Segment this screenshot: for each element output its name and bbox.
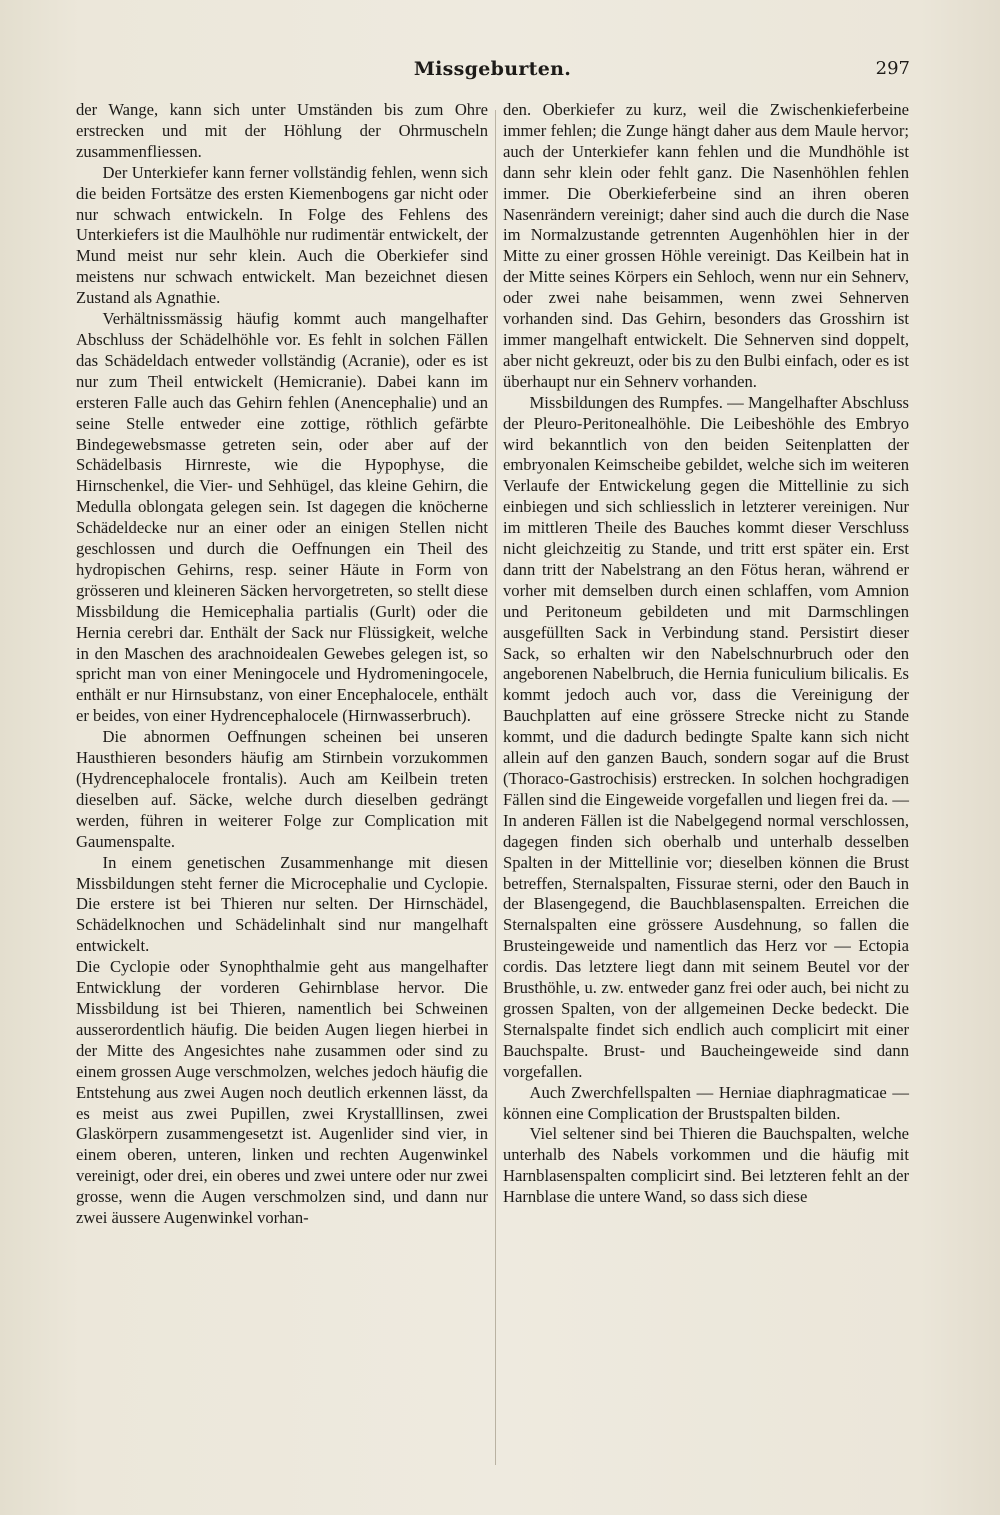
paragraph: Auch Zwerchfellspalten — Herniae diaphragmaticae — können eine Complication der Brustspalten bilden. <box>503 1082 909 1123</box>
running-title: Missgeburten. <box>413 58 572 80</box>
paragraph: Verhältnissmässig häufig kommt auch mangelhafter Abschluss der Schädelhöhle vor. Es fehlt in solchen Fällen das Schädeldach entweder vollständig (Acranie), oder es ist nur zum Theil entwickelt (Hemicranie). Dabei kann im ersteren Falle auch das Gehirn fehlen (Anencephalie) und an seine Stelle entweder eine zottige, röthlich gefärbte Bindegewebsmasse getreten sein, oder aber auf der Schädelbasis Hirnreste, wie die Hypophyse, die Hirnschenkel, die Vier- und Sehhügel, das kleine Gehirn, die Medulla oblongata gelegen sein. Ist dagegen die knöcherne Schädeldecke nur an einer oder an einigen Stellen nicht geschlossen und durch die Oeffnungen ein Theil des hydropischen Gehirns, resp. seiner Häute in Form von grösseren und kleineren Säcken hervorgetreten, so stellt diese Missbildung die Hemicephalia partialis (Gurlt) oder die Hernia cerebri dar. Enthält der Sack nur Flüssigkeit, welche in den Maschen des arachnoidealen Gewebes gelegen ist, so spricht man von einer Meningocele und Hydromeningocele, enthält er nur Hirnsubstanz, von einer Encephalocele, enthält er beides, von einer Hydrencephalocele (Hirnwasserbruch). <box>76 309 488 726</box>
right-column <box>503 100 909 1208</box>
paragraph: Missbildungen des Rumpfes. — Mangelhafter Abschluss der Pleuro-Peritonealhöhle. Die Leibeshöhle des Embryo wird bekanntlich von den beiden Seitenplatten der embryonalen Keimscheibe gebildet, welche sich im weiteren Verlaufe der Entwickelung gegen die Mittellinie zu sich einbiegen und sich schliesslich in letzterer vereinigen. Nur im mittleren Theile des Bauches kommt dieser Verschluss nicht gleichzeitig zu Stande, und tritt erst später ein. Erst dann tritt der Nabelstrang an den Fötus heran, während er vorher mit demselben durch einen schlaffen, vom Amnion und Peritoneum gebildeten und mit Darmschlingen ausgefüllten Sack in Verbindung stand. Persistirt dieser Sack, so erhalten wir den Nabelschnurbruch oder den angeborenen Nabelbruch, die Hernia funiculium bilicalis. Es kommt jedoch auch vor, dass die Vereinigung der Bauchplatten auf eine grössere Strecke nicht zu Stande kommt, und die dadurch bedingte Spalte kann sich nicht allein auf den ganzen Bauch, sondern sogar auf die Brust (Thoraco-Gastrochisis) erstrecken. In solchen hochgradigen Fällen sind die Eingeweide vorgefallen und liegen frei da. — In anderen Fällen ist die Nabelgegend normal verschlossen, dagegen finden sich oberhalb und unterhalb desselben Spalten in der Mittellinie vor; dieselben können die Brust betreffen, Sternalspalten, Fissurae sterni, oder den Bauch in der Blasengegend, die Bauchblasenspalten. Erreichen die Sternalspalten eine grössere Ausdehnung, so fallen die Brusteingeweide und namentlich das Herz vor — Ectopia cordis. Das letztere liegt dann mit seinem Beutel vor der Brusthöhle, u. zw. entweder ganz frei oder auch, bei nicht zu grossen Spalten, von der allgemeinen Decke bedeckt. Die Sternalspalte findet sich endlich auch complicirt mit einer Bauchspalte. Brust- und Baucheingeweide sind dann vorgefallen. <box>503 392 909 1081</box>
paragraph: den. Oberkiefer zu kurz, weil die Zwischenkieferbeine immer fehlen; die Zunge hängt daher aus dem Maule hervor; auch der Unterkiefer kann fehlen und die Mundhöhle ist dann sehr klein oder fehlt ganz. Die Nasenhöhlen fehlen immer. Die Oberkieferbeine sind an ihren oberen Nasenrändern vereinigt; daher sind auch die durch die Nase im Normalzustande getrennten Augenhöhlen hier in der Mitte zu einer grossen Höhle vereinigt. Das Keilbein hat in der Mitte seines Körpers ein Sehloch, wenn nur ein Sehnerv, oder zwei nahe beisammen, wenn zwei Sehnerven vorhanden sind. Das Gehirn, besonders das Grosshirn ist immer mangelhaft entwickelt. Die Sehnerven sind doppelt, aber nicht gekreuzt, oder bis zu den Bulbi einfach, oder es ist überhaupt nur ein Sehnerv vorhanden. <box>503 100 909 391</box>
page-number: 297 <box>875 58 910 79</box>
paragraph: Der Unterkiefer kann ferner vollständig fehlen, wenn sich die beiden Fortsätze des ersten Kiemenbogens gar nicht oder nur schwach entwickeln. In Folge des Fehlens des Unterkiefers ist die Maulhöhle nur rudimentär entwickelt, der Mund meist nur sehr klein. Auch die Oberkiefer sind meistens nur schwach entwickelt. Man bezeichnet diesen Zustand als Agnathie. <box>76 162 488 308</box>
paragraph: Die Cyclopie oder Synophthalmie geht aus mangelhafter Entwicklung der vorderen Gehirnblase hervor. Die Missbildung ist bei Thieren, namentlich bei Schweinen ausserordentlich häufig. Die beiden Augen liegen hierbei in der Mitte des Angesichtes nahe zusammen oder sind zu einem grossen Auge verschmolzen, welches jedoch häufig die Entstehung aus zwei Augen noch deutlich erkennen lässt, da es meist aus zwei Pupillen, zwei Krystalllinsen, zwei Glaskörpern zusammengesetzt ist. Augenlider sind vier, in einem oberen, unteren, linken und rechten Augenwinkel vereinigt, oder drei, ein oberes und zwei untere oder nur zwei grosse, wenn die Augen verschmolzen sind, und dann nur zwei äussere Augenwinkel vorhan- <box>76 957 488 1228</box>
paragraph: Viel seltener sind bei Thieren die Bauchspalten, welche unterhalb des Nabels vorkommen und die häufig mit Harnblasenspalten complicirt sind. Bei letzteren fehlt an der Harnblase die untere Wand, so dass sich diese <box>503 1124 909 1207</box>
paragraph: Die abnormen Oeffnungen scheinen bei unseren Hausthieren besonders häufig am Stirnbein vorzukommen (Hydrencephalocele frontalis). Auch am Keilbein treten dieselben auf. Säcke, welche durch dieselben gedrängt werden, führen in weiterer Folge zur Complication mit Gaumenspalte. <box>76 727 488 851</box>
paragraph: der Wange, kann sich unter Umständen bis zum Ohre erstrecken und mit der Höhlung der Ohrmuscheln zusammenfliessen. <box>76 100 488 161</box>
paragraph: In einem genetischen Zusammenhange mit diesen Missbildungen steht ferner die Microcephalie und Cyclopie. Die erstere ist bei Thieren nur selten. Der Hirnschädel, Schädelknochen und Schädelinhalt sind nur mangelhaft entwickelt. <box>76 852 488 956</box>
left-column <box>76 100 488 1229</box>
page-header <box>75 58 910 84</box>
column-divider <box>495 110 496 1465</box>
